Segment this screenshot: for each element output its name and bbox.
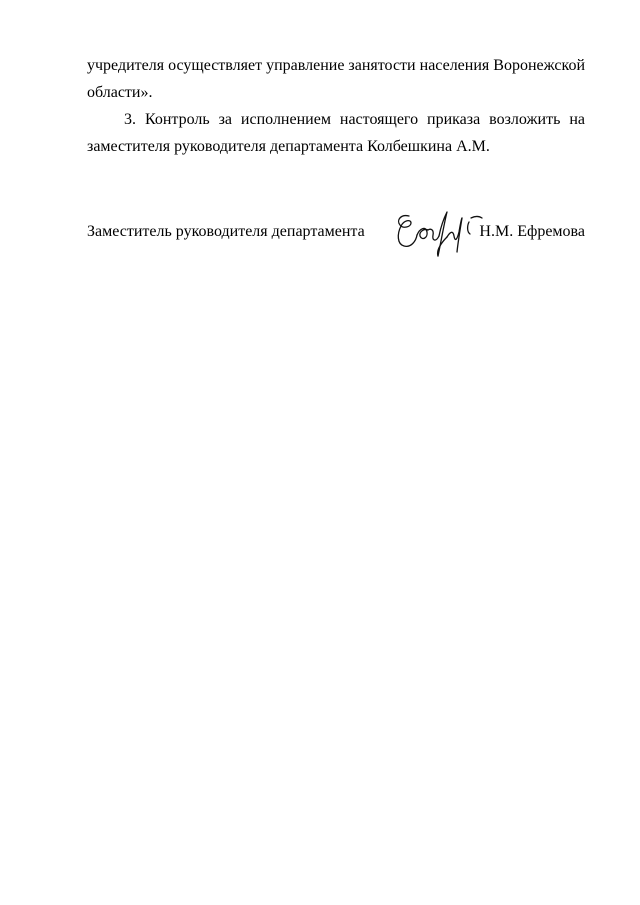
signatory-name: Н.М. Ефремова [479, 223, 585, 240]
paragraph-control-clause: 3. Контроль за исполнением настоящего приказа возложить на заместителя руководителя департамента Колбешкина А.М. [87, 111, 585, 155]
signature-block [87, 218, 585, 250]
paragraph-continuation: учредителя осуществляет управление занятости населения Воронежской области». [87, 57, 585, 101]
handwritten-signature [387, 204, 487, 260]
signatory-position: Заместитель руководителя департамента [87, 223, 365, 240]
